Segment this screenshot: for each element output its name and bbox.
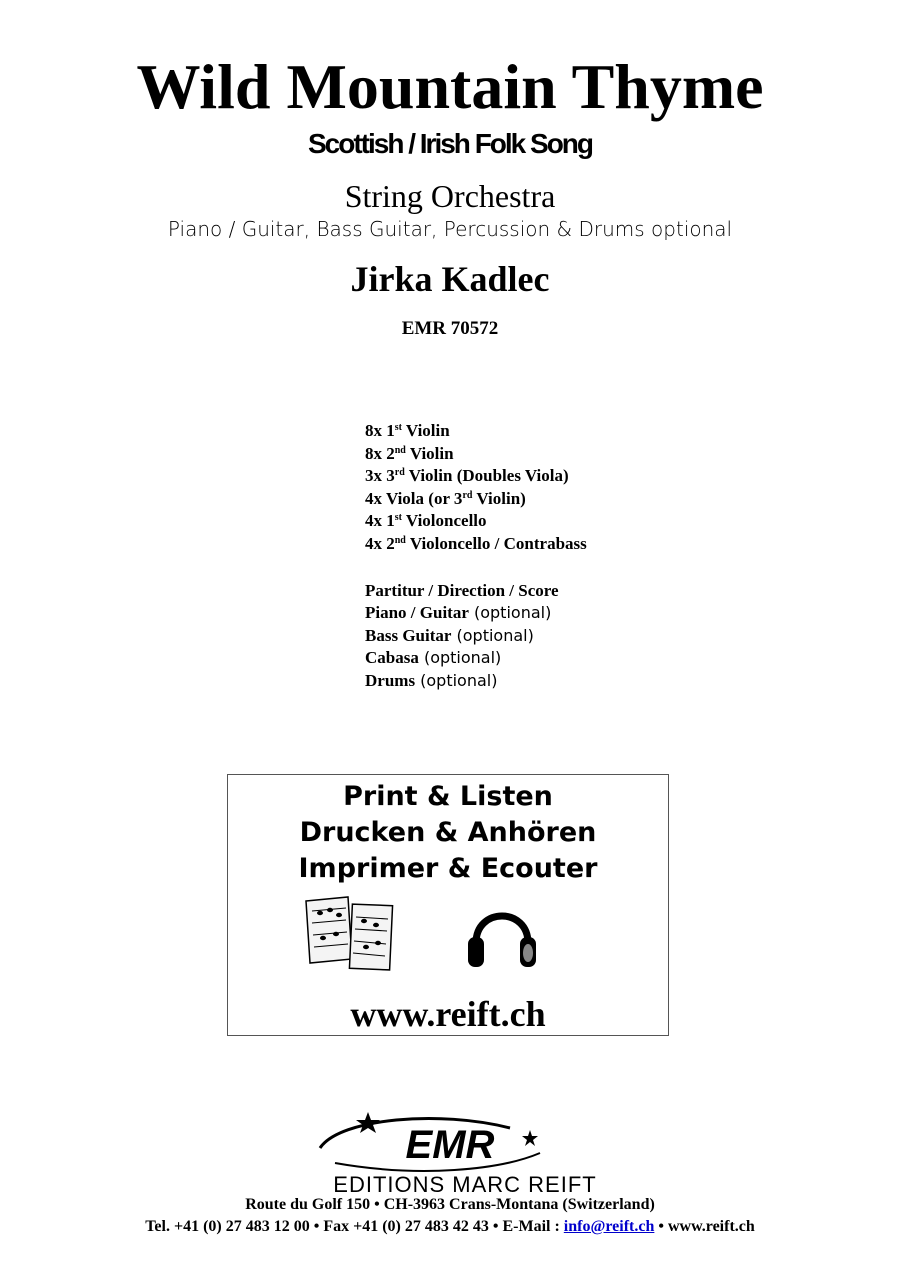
part-item: Drums (optional) [365,670,498,690]
email-link[interactable]: info@reift.ch [563,1218,655,1235]
list-item: 8x 2nd Violin [365,443,454,463]
instrumentation-list [365,420,587,693]
part-item: Bass Guitar (optional) [365,625,534,645]
part-item: Piano / Guitar (optional) [365,603,552,623]
emr-logo [300,1108,630,1198]
composer: Jirka Kadlec [350,259,550,299]
subtitle: Scottish / Irish Folk Song [307,128,593,159]
promo-icons [228,893,668,973]
publisher-contact: Tel. +41 (0) 27 483 12 00 • Fax +41 (0) 27 483 42 43 • E-Mail : info@reift.ch • www.reift.ch [145,1218,755,1235]
publisher-name: EDITIONS MARC REIFT [333,1172,597,1197]
promo-line-de: Drucken & Anhören [299,817,597,848]
logo-mark: EMR [405,1123,495,1167]
ensemble: String Orchestra [344,178,556,214]
promo-line-en: Print & Listen [343,781,553,812]
list-item: 3x 3rd Violin (Doubles Viola) [365,466,569,486]
website-url[interactable]: www.reift.ch [350,994,546,1034]
sheet-music-icon [306,897,399,973]
list-item: 8x 1st Violin [365,421,450,440]
promo-line-fr: Imprimer & Ecouter [298,853,598,884]
list-item: 4x 2nd Violoncello / Contrabass [365,533,587,553]
publisher-address: Route du Golf 150 • CH-3963 Crans-Montana (Switzerland) [245,1196,655,1213]
optional-instruments: Piano / Guitar, Bass Guitar, Percussion & Drums optional [167,217,733,241]
catalog-number: EMR 70572 [401,318,499,339]
part-item: Partitur / Direction / Score [365,580,559,600]
print-listen-box [227,774,669,1036]
headphones-icon [468,916,536,967]
list-item: 4x 1st Violoncello [365,511,487,531]
list-item: 4x Viola (or 3rd Violin) [365,488,526,508]
page-title: Wild Mountain Thyme [136,51,764,122]
part-item: Cabasa (optional) [365,648,502,668]
